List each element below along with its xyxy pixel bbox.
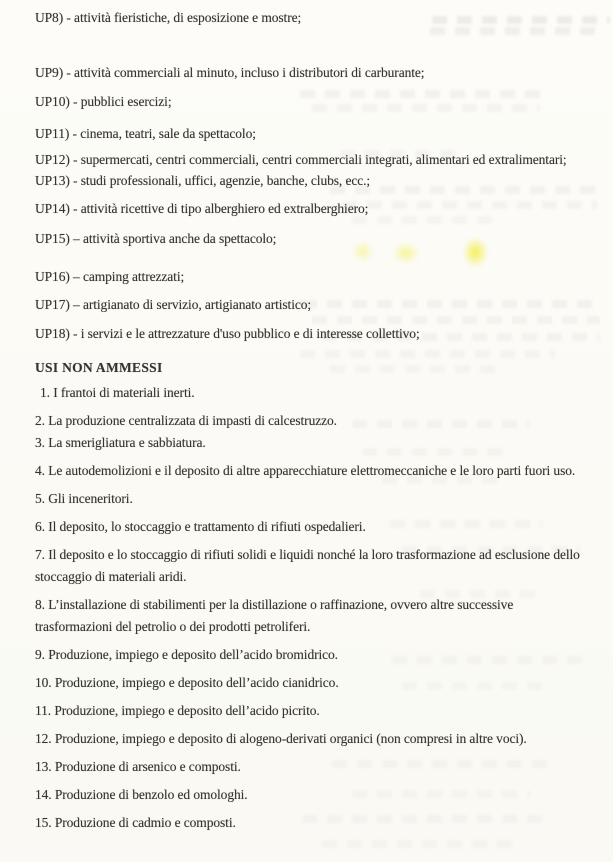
up-item: UP11) - cinema, teatri, sale da spettacolo; [35,126,256,141]
prohibited-item: 10. Produzione, impiego e deposito dell’acido cianidrico. [35,675,339,690]
prohibited-item: 6. Il deposito, lo stoccaggio e trattamento di rifiuti ospedalieri. [35,519,366,534]
prohibited-item: 14. Produzione di benzolo ed omologhi. [35,787,248,802]
up-item: UP14) - attività ricettive di tipo alberghiero ed extralberghiero; [35,201,369,216]
up-item: UP10) - pubblici esercizi; [35,94,172,109]
prohibited-item: 4. Le autodemolizioni e il deposito di altre apparecchiature elettromeccaniche e le loro parti fuori uso. [35,463,576,478]
prohibited-item: 8. L’installazione di stabilimenti per la distillazione o raffinazione, ovvero altre successive trasformazioni del petrolio o dei prodotti petroliferi. [35,597,514,634]
up-item: UP9) - attività commerciali al minuto, incluso i distributori di carburante; [35,65,425,80]
section-title: USI NON AMMESSI [35,360,163,375]
up-item: UP13) - studi professionali, uffici, agenzie, banche, clubs, ecc.; [35,173,371,188]
prohibited-item: 12. Produzione, impiego e deposito di alogeno-derivati organici (non compresi in altre voci). [35,731,527,746]
up-item: UP15) – attività sportiva anche da spettacolo; [35,231,277,246]
prohibited-item: 3. La smerigliatura e sabbiatura. [35,435,206,450]
up-item: UP18) - i servizi e le attrezzature d'uso pubblico e di interesse collettivo; [35,326,420,341]
up-item: UP8) - attività fieristiche, di esposizione e mostre; [35,10,302,25]
up-item: UP16) – camping attrezzati; [35,269,185,284]
prohibited-item: 11. Produzione, impiego e deposito dell’acido picrito. [35,703,320,718]
bleedthrough-mark [322,840,520,848]
prohibited-item: 5. Gli inceneritori. [35,491,133,506]
up-item: UP17) – artigianato di servizio, artigianato artistico; [35,297,312,312]
prohibited-item: 9. Produzione, impiego e deposito dell’acido bromidrico. [35,647,338,662]
prohibited-item: 1. I frantoi di materiali inerti. [40,385,195,400]
prohibited-item: 7. Il deposito e lo stoccaggio di rifiuti solidi e liquidi nonché la loro trasformazione ad esclusione dello stoccaggio di materiali aridi. [35,547,580,584]
prohibited-item: 2. La produzione centralizzata di impasti di calcestruzzo. [35,413,337,428]
prohibited-item: 13. Produzione di arsenico e composti. [35,759,241,774]
prohibited-item: 15. Produzione di cadmio e composti. [35,815,236,830]
up-item: UP12) - supermercati, centri commerciali, centri commerciali integrati, alimentari ed extralimentari; [35,152,567,167]
